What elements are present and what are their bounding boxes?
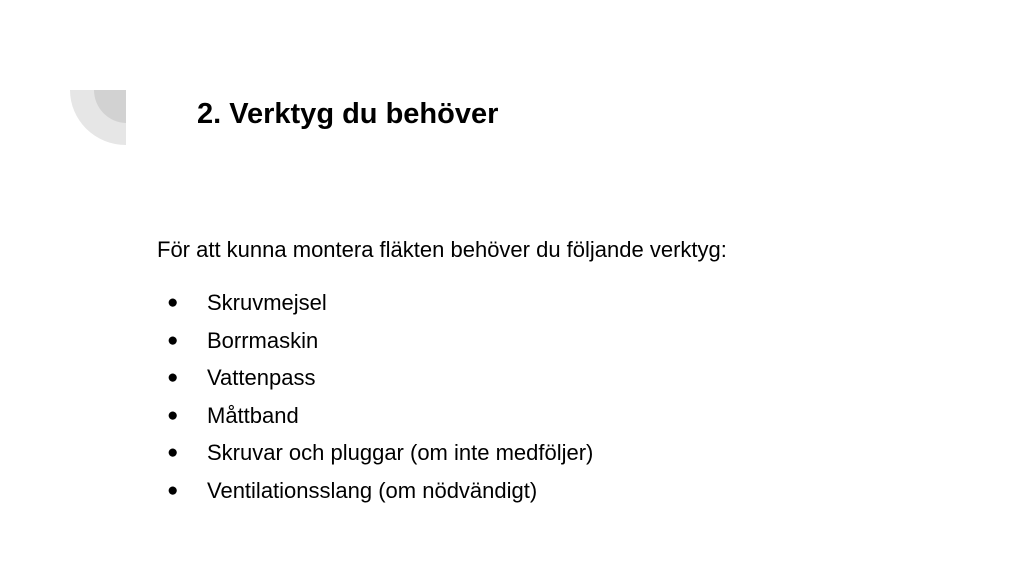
bullet-icon: ● <box>167 292 179 313</box>
bullet-icon: ● <box>167 404 179 426</box>
list-item-text: Skruvmejsel <box>207 290 327 315</box>
list-item-text: Borrmaskin <box>207 327 319 353</box>
bullet-icon: ● <box>167 479 179 501</box>
intro-text: För att kunna montera fläkten behöver du följande verktyg: <box>157 237 727 262</box>
bullet-icon: ● <box>167 442 179 463</box>
corner-arc-decoration <box>70 90 126 145</box>
list-item-text: Måttband <box>207 402 299 428</box>
slide-title: 2. Verktyg du behöver <box>197 98 499 130</box>
list-item-text: Vattenpass <box>207 365 316 390</box>
list-item-text: Skruvar och pluggar (om inte medföljer) <box>207 440 594 465</box>
bullet-icon: ● <box>167 329 179 351</box>
bullet-icon: ● <box>167 367 179 388</box>
list-item-text: Ventilationsslang (om nödvändigt) <box>207 477 538 503</box>
